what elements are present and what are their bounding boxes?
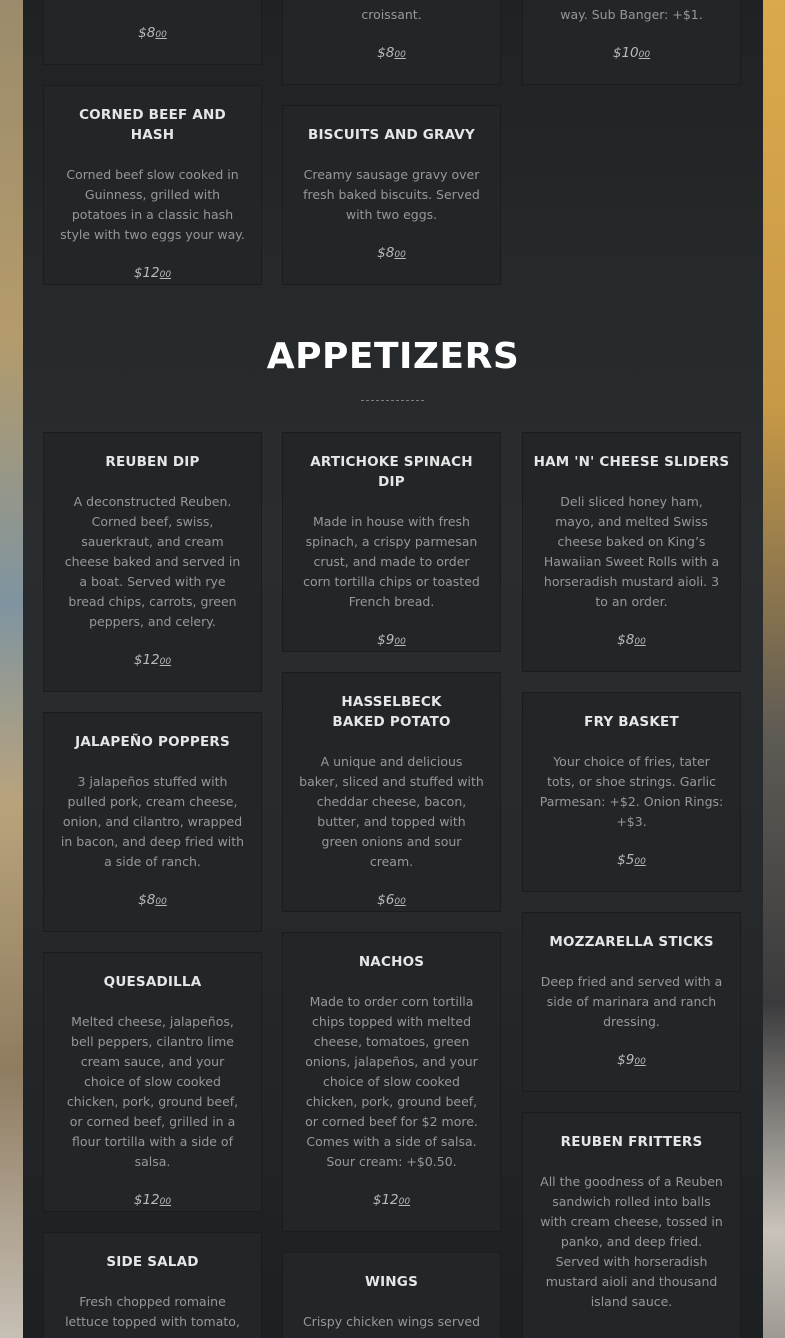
menu-card-description: croissant. <box>361 7 422 22</box>
menu-card-price: $1200 <box>372 1192 411 1208</box>
menu-card-title: QUESADILLA <box>103 974 202 990</box>
menu-card-title: SIDE SALAD <box>106 1254 199 1270</box>
menu-card-description: Fresh chopped romaine lettuce topped with tomato, <box>65 1294 240 1329</box>
menu-card-reuben-dip <box>43 432 262 692</box>
menu-card-title: HASSELBECK BAKED POTATO <box>332 694 451 730</box>
menu-card-description: Deli sliced honey ham, mayo, and melted Swiss cheese baked on King’s Hawaiian Sweet Rolls with a horseradish mustard aioli. 3 to an order. <box>543 494 720 609</box>
menu-card-description: 3 jalapeños stuffed with pulled pork, cream cheese, onion, and cilantro, wrapped in bacon, and deep fried with a side of ranch. <box>60 774 245 869</box>
menu-card-price: $500 <box>617 852 646 868</box>
menu-card-price: $1200 <box>133 265 172 281</box>
menu-card-mozzarella-sticks <box>522 912 741 1092</box>
menu-card-description: Your choice of fries, tater tots, or shoe strings. Garlic Parmesan: +$2. Onion Rings: +$3. <box>539 754 724 829</box>
menu-card-corned-beef-hash <box>43 85 262 285</box>
menu-card-side-salad <box>43 1232 262 1338</box>
menu-card-top-1 <box>43 0 262 65</box>
menu-card-artichoke-spinach-dip <box>282 432 501 652</box>
menu-card-price: $800 <box>617 632 646 648</box>
menu-card-title: ARTICHOKE SPINACH DIP <box>310 454 473 490</box>
menu-card-biscuits-gravy <box>282 105 501 285</box>
menu-card-title: NACHOS <box>358 954 425 970</box>
menu-card-title: BISCUITS AND GRAVY <box>307 127 476 143</box>
menu-card-description: Crispy chicken wings served <box>302 1314 481 1329</box>
section-divider <box>361 400 424 401</box>
menu-card-description: Corned beef slow cooked in Guinness, grilled with potatoes in a classic hash style with two eggs your way. <box>60 167 245 242</box>
menu-card-description: Creamy sausage gravy over fresh baked biscuits. Served with two eggs. <box>303 167 480 222</box>
menu-card-top-2 <box>282 0 501 85</box>
menu-card-top-3 <box>522 0 741 85</box>
menu-card-price: $800 <box>377 245 406 261</box>
menu-card-jalapeno-poppers <box>43 712 262 932</box>
menu-card-price: $1200 <box>133 1192 172 1208</box>
menu-card-quesadilla <box>43 952 262 1212</box>
background-photo-left <box>0 0 23 1338</box>
menu-card-price: $1200 <box>133 652 172 668</box>
menu-card-title: CORNED BEEF AND HASH <box>79 107 226 143</box>
menu-card-hasselbeck-potato <box>282 672 501 912</box>
menu-card-title: FRY BASKET <box>584 714 679 730</box>
menu-card-nachos <box>282 932 501 1232</box>
menu-card-title: REUBEN DIP <box>105 454 200 470</box>
menu-card-price: $1000 <box>612 45 651 61</box>
menu-card-title: MOZZARELLA STICKS <box>549 934 714 950</box>
menu-card-description: All the goodness of a Reuben sandwich rolled into balls with cream cheese, tossed in panko, and deep fried. Served with horseradish mustard aioli and thousand island sauce. <box>540 1174 723 1309</box>
menu-card-description: Deep fried and served with a side of marinara and ranch dressing. <box>540 974 723 1029</box>
menu-card-price: $900 <box>617 1052 646 1068</box>
section-title-appetizers: APPETIZERS <box>266 336 520 377</box>
menu-card-reuben-fritters <box>522 1112 741 1338</box>
menu-card-description: way. Sub Banger: +$1. <box>560 7 703 22</box>
menu-card-price: $800 <box>138 892 167 908</box>
menu-card-description: A unique and delicious baker, sliced and stuffed with cheddar cheese, bacon, butter, and topped with green onions and sour cream. <box>299 754 484 869</box>
menu-card-fry-basket <box>522 692 741 892</box>
menu-card-description: A deconstructed Reuben. Corned beef, swiss, sauerkraut, and cream cheese baked and served in a boat. Served with rye bread chips, carrots, green peppers, and celery. <box>64 494 241 629</box>
background-photo-right <box>762 0 785 1338</box>
menu-card-title: HAM 'N' CHEESE SLIDERS <box>533 454 730 470</box>
menu-card-description: Made in house with fresh spinach, a crispy parmesan crust, and made to order corn tortilla chips or toasted French bread. <box>303 514 480 609</box>
menu-card-price: $900 <box>377 632 406 648</box>
menu-card-title: WINGS <box>364 1274 419 1290</box>
menu-card-description: Made to order corn tortilla chips topped with melted cheese, tomatoes, green onions, jalapeños, and your choice of slow cooked chicken, pork, ground beef, or corned beef for $2 more. Comes with a side of salsa. Sour cream: +$0.50. <box>305 994 478 1169</box>
menu-card-ham-cheese-sliders <box>522 432 741 672</box>
menu-card-title: REUBEN FRITTERS <box>560 1134 703 1150</box>
menu-card-title: JALAPEÑO POPPERS <box>75 734 230 750</box>
menu-card-description: Melted cheese, jalapeños, bell peppers, cilantro lime cream sauce, and your choice of slow cooked chicken, pork, ground beef, or corned beef, grilled in a flour tortilla with a side of salsa. <box>66 1014 239 1169</box>
menu-card-price: $800 <box>377 45 406 61</box>
menu-card-price: $800 <box>138 25 167 41</box>
menu-card-price: $600 <box>377 892 406 908</box>
menu-card-wings <box>282 1252 501 1338</box>
